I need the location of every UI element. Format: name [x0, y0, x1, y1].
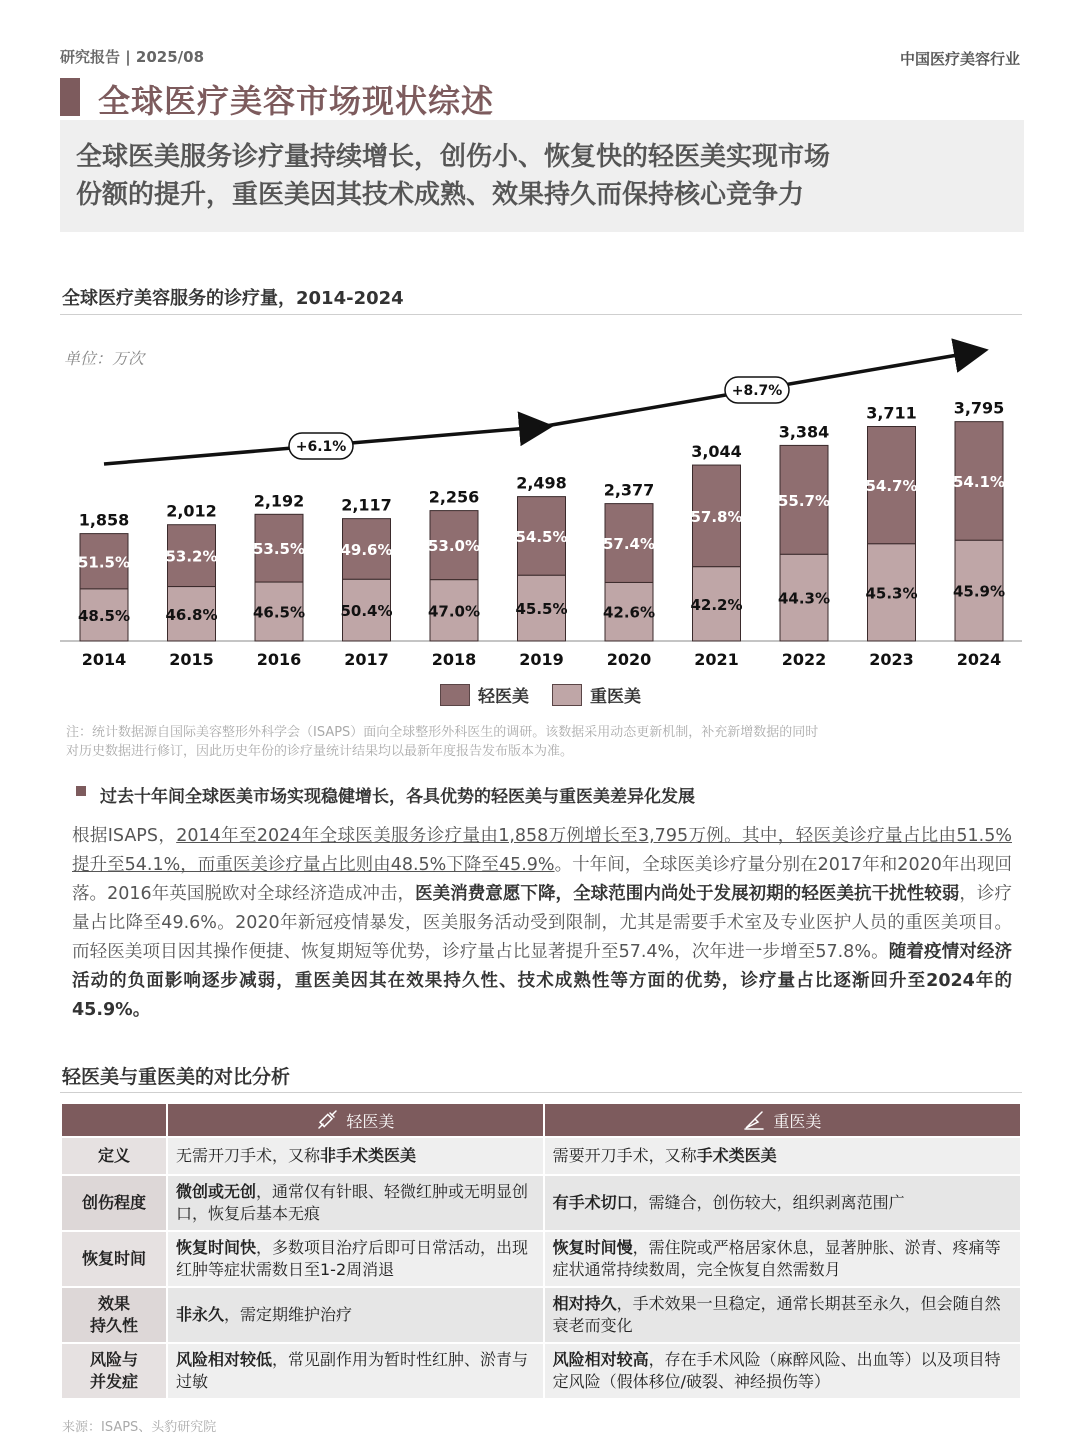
bar-share-label-heavy: 47.0%	[427, 602, 481, 621]
bar-share-label-heavy: 45.9%	[952, 582, 1006, 601]
bar-total-label: 2,377	[603, 480, 655, 500]
para-part-5: ，诊疗量占比降至49.6%。2020年新冠疫情暴发，医美服务活动受到限制，尤其是需要手术室及专业医护人员的重医美项目。而轻医美项目因其操作便捷、恢复期短等优势，诊疗量占比显著提升至57.4%，次年进一步增至57.8%。	[72, 884, 1012, 962]
subtitle-line-2: 份额的提升，重医美因其技术成熟、效果持久而保持核心竞争力	[76, 180, 805, 210]
table-row	[62, 1232, 1020, 1286]
bar-total-label: 1,858	[78, 510, 130, 530]
legend-swatch-heavy	[552, 684, 582, 706]
table-row	[62, 1288, 1020, 1342]
table-row	[62, 1176, 1020, 1230]
source-note: 来源：ISAPS、头豹研究院	[62, 1420, 217, 1435]
table-header-row	[62, 1104, 1020, 1136]
bar-share-label-light: 57.8%	[690, 507, 743, 526]
bar-share-label-light: 51.5%	[77, 553, 131, 572]
row-label: 风险与 并发症	[62, 1344, 166, 1398]
cell-heavy: 有手术切口，需缝合，创伤较大，组织剥离范围广	[545, 1176, 1020, 1230]
cell-light: 非永久，需定期维护治疗	[168, 1288, 543, 1342]
para-part-1: 根据ISAPS，	[72, 826, 177, 846]
x-tick-label: 2020	[606, 650, 652, 669]
legend-swatch-light	[440, 684, 470, 706]
row-label: 恢复时间	[62, 1232, 166, 1286]
cell-heavy: 需要开刀手术，又称手术类医美	[545, 1138, 1020, 1174]
bar-share-label-heavy: 50.4%	[340, 602, 393, 621]
col-header-light	[168, 1104, 543, 1136]
bar-share-label-heavy: 42.2%	[690, 595, 743, 614]
bar-total-label: 3,795	[953, 398, 1005, 418]
bar-share-label-light: 53.5%	[252, 540, 306, 559]
x-tick-label: 2022	[781, 650, 827, 669]
row-label: 定义	[62, 1138, 166, 1174]
table-row	[62, 1138, 1020, 1174]
bar-share-label-heavy: 46.8%	[165, 605, 218, 624]
cell-light: 恢复时间快，多数项目治疗后即可日常活动，出现红肿等症状需数日至1-2周消退	[168, 1232, 543, 1286]
chart-note	[66, 723, 1006, 761]
x-tick-label: 2021	[694, 650, 739, 669]
x-tick-label: 2014	[81, 650, 127, 669]
table-title: 轻医美与重医美的对比分析	[62, 1066, 291, 1088]
divider	[60, 1092, 1022, 1093]
title-accent-bar	[60, 78, 80, 116]
bar-share-label-light: 57.4%	[602, 535, 656, 554]
bar-total-label: 3,044	[691, 442, 742, 462]
bar-total-label: 3,711	[866, 403, 917, 423]
bar-share-label-light: 49.6%	[340, 540, 393, 559]
legend-item-heavy	[552, 682, 641, 707]
x-tick-label: 2023	[869, 650, 914, 669]
page-title: 全球医疗美容市场现状综述	[98, 82, 495, 120]
row-label: 效果 持久性	[62, 1288, 166, 1342]
x-tick-label: 2019	[519, 650, 564, 669]
bar-share-label-heavy: 42.6%	[602, 603, 656, 622]
industry-label: 中国医疗美容行业	[899, 50, 1020, 68]
legend-item-light	[440, 682, 529, 707]
x-tick-label: 2015	[169, 650, 214, 669]
bar-total-label: 2,012	[166, 501, 217, 521]
para-part-2: 2014年至2024年全球医美服务诊疗量由1,858万例增长至3,795万例。其中，轻医美诊疗量占比由51.5%提升至54.1%，而重医美诊疗量占比则由48.5%下降至45.9%	[72, 826, 1012, 875]
x-tick-label: 2018	[431, 650, 477, 669]
cell-heavy: 风险相对较高，存在手术风险（麻醉风险、出血等）以及项目特定风险（假体移位/破裂、神经损伤等）	[545, 1344, 1020, 1398]
x-tick-label: 2017	[344, 650, 389, 669]
legend-label-heavy: 重医美	[590, 687, 641, 707]
bar-share-label-heavy: 45.5%	[515, 600, 568, 619]
cell-light: 无需开刀手术，又称非手术类医美	[168, 1138, 543, 1174]
note-line-2: 对历史数据进行修订，因此历史年份的诊疗量统计结果均以最新年度报告发布版本为准。	[66, 744, 574, 759]
stacked-bar-chart	[0, 330, 1080, 675]
syringe-icon	[316, 1109, 338, 1131]
bar-share-label-heavy: 45.3%	[865, 584, 918, 603]
bar-total-label: 2,256	[428, 487, 480, 507]
para-part-4: 医美消费意愿下降，全球范围内尚处于发展初期的轻医美抗干扰性较弱	[415, 884, 960, 904]
col-header-light-label: 轻医美	[346, 1111, 395, 1131]
bar-share-label-light: 54.5%	[515, 527, 568, 546]
bar-share-label-light: 54.7%	[865, 477, 918, 496]
para-part-3: 。十年间，全球医美诊疗量分别在2017年和2020年出现回落。2016年英国脱欧对全球经济造成冲击，	[72, 855, 1012, 904]
comparison-table	[60, 1102, 1022, 1400]
bar-share-label-light: 54.1%	[952, 472, 1006, 491]
legend-label-light: 轻医美	[478, 687, 529, 707]
cell-light: 风险相对较低，常见副作用为暂时性红肿、淤青与过敏	[168, 1344, 543, 1398]
bar-share-label-light: 53.2%	[165, 547, 218, 566]
x-tick-label: 2024	[956, 650, 1002, 669]
bar-total-label: 3,384	[778, 422, 830, 442]
analysis-paragraph	[72, 822, 1012, 1025]
bar-total-label: 2,192	[253, 491, 305, 511]
note-line-1: 注：统计数据源自国际美容整形外科学会（ISAPS）面向全球整形外科医生的调研。该数据采用动态更新机制，补充新增数据的同时	[66, 725, 819, 740]
cell-heavy: 恢复时间慢，需住院或严格居家休息，显著肿胀、淤青、疼痛等症状通常持续数周，完全恢复自然需数月	[545, 1232, 1020, 1286]
bar-total-label: 2,117	[341, 495, 392, 515]
subtitle-line-1: 全球医美服务诊疗量持续增长，创伤小、恢复快的轻医美实现市场	[76, 142, 831, 172]
row-label: 创伤程度	[62, 1176, 166, 1230]
cagr-label: +8.7%	[731, 383, 783, 399]
subtitle	[76, 138, 1026, 214]
bar-total-label: 2,498	[516, 473, 567, 493]
scalpel-icon	[743, 1109, 765, 1131]
bar-share-label-heavy: 48.5%	[77, 606, 131, 625]
x-tick-label: 2016	[256, 650, 302, 669]
col-header-heavy-label: 重医美	[773, 1111, 822, 1131]
section-heading: 过去十年间全球医美市场实现稳健增长，各具优势的轻医美与重医美差异化发展	[100, 787, 695, 807]
col-header-heavy	[545, 1104, 1020, 1136]
cell-light: 微创或无创，通常仅有针眼、轻微红肿或无明显创口，恢复后基本无痕	[168, 1176, 543, 1230]
bar-share-label-heavy: 44.3%	[777, 589, 831, 608]
table-corner	[62, 1104, 166, 1136]
bar-share-label-light: 55.7%	[777, 491, 831, 510]
chart-title: 全球医疗美容服务的诊疗量，2014-2024	[62, 288, 404, 309]
report-date-label: 研究报告 | 2025/08	[60, 48, 205, 66]
cagr-label: +6.1%	[295, 439, 347, 455]
bar-share-label-heavy: 46.5%	[252, 603, 306, 622]
cell-heavy: 相对持久，手术效果一旦稳定，通常长期甚至永久，但会随自然衰老而变化	[545, 1288, 1020, 1342]
section-bullet	[76, 786, 86, 796]
table-row	[62, 1344, 1020, 1398]
bar-share-label-light: 53.0%	[427, 537, 481, 556]
divider	[60, 314, 1022, 315]
para-part-6: 随着疫情对经济活动的负面影响逐步减弱，重医美因其在效果持久性、技术成熟性等方面的优势，诊疗量占比逐渐回升至2024年的45.9%。	[72, 942, 1013, 1020]
chart-unit-label: 单位：万次	[64, 349, 145, 368]
